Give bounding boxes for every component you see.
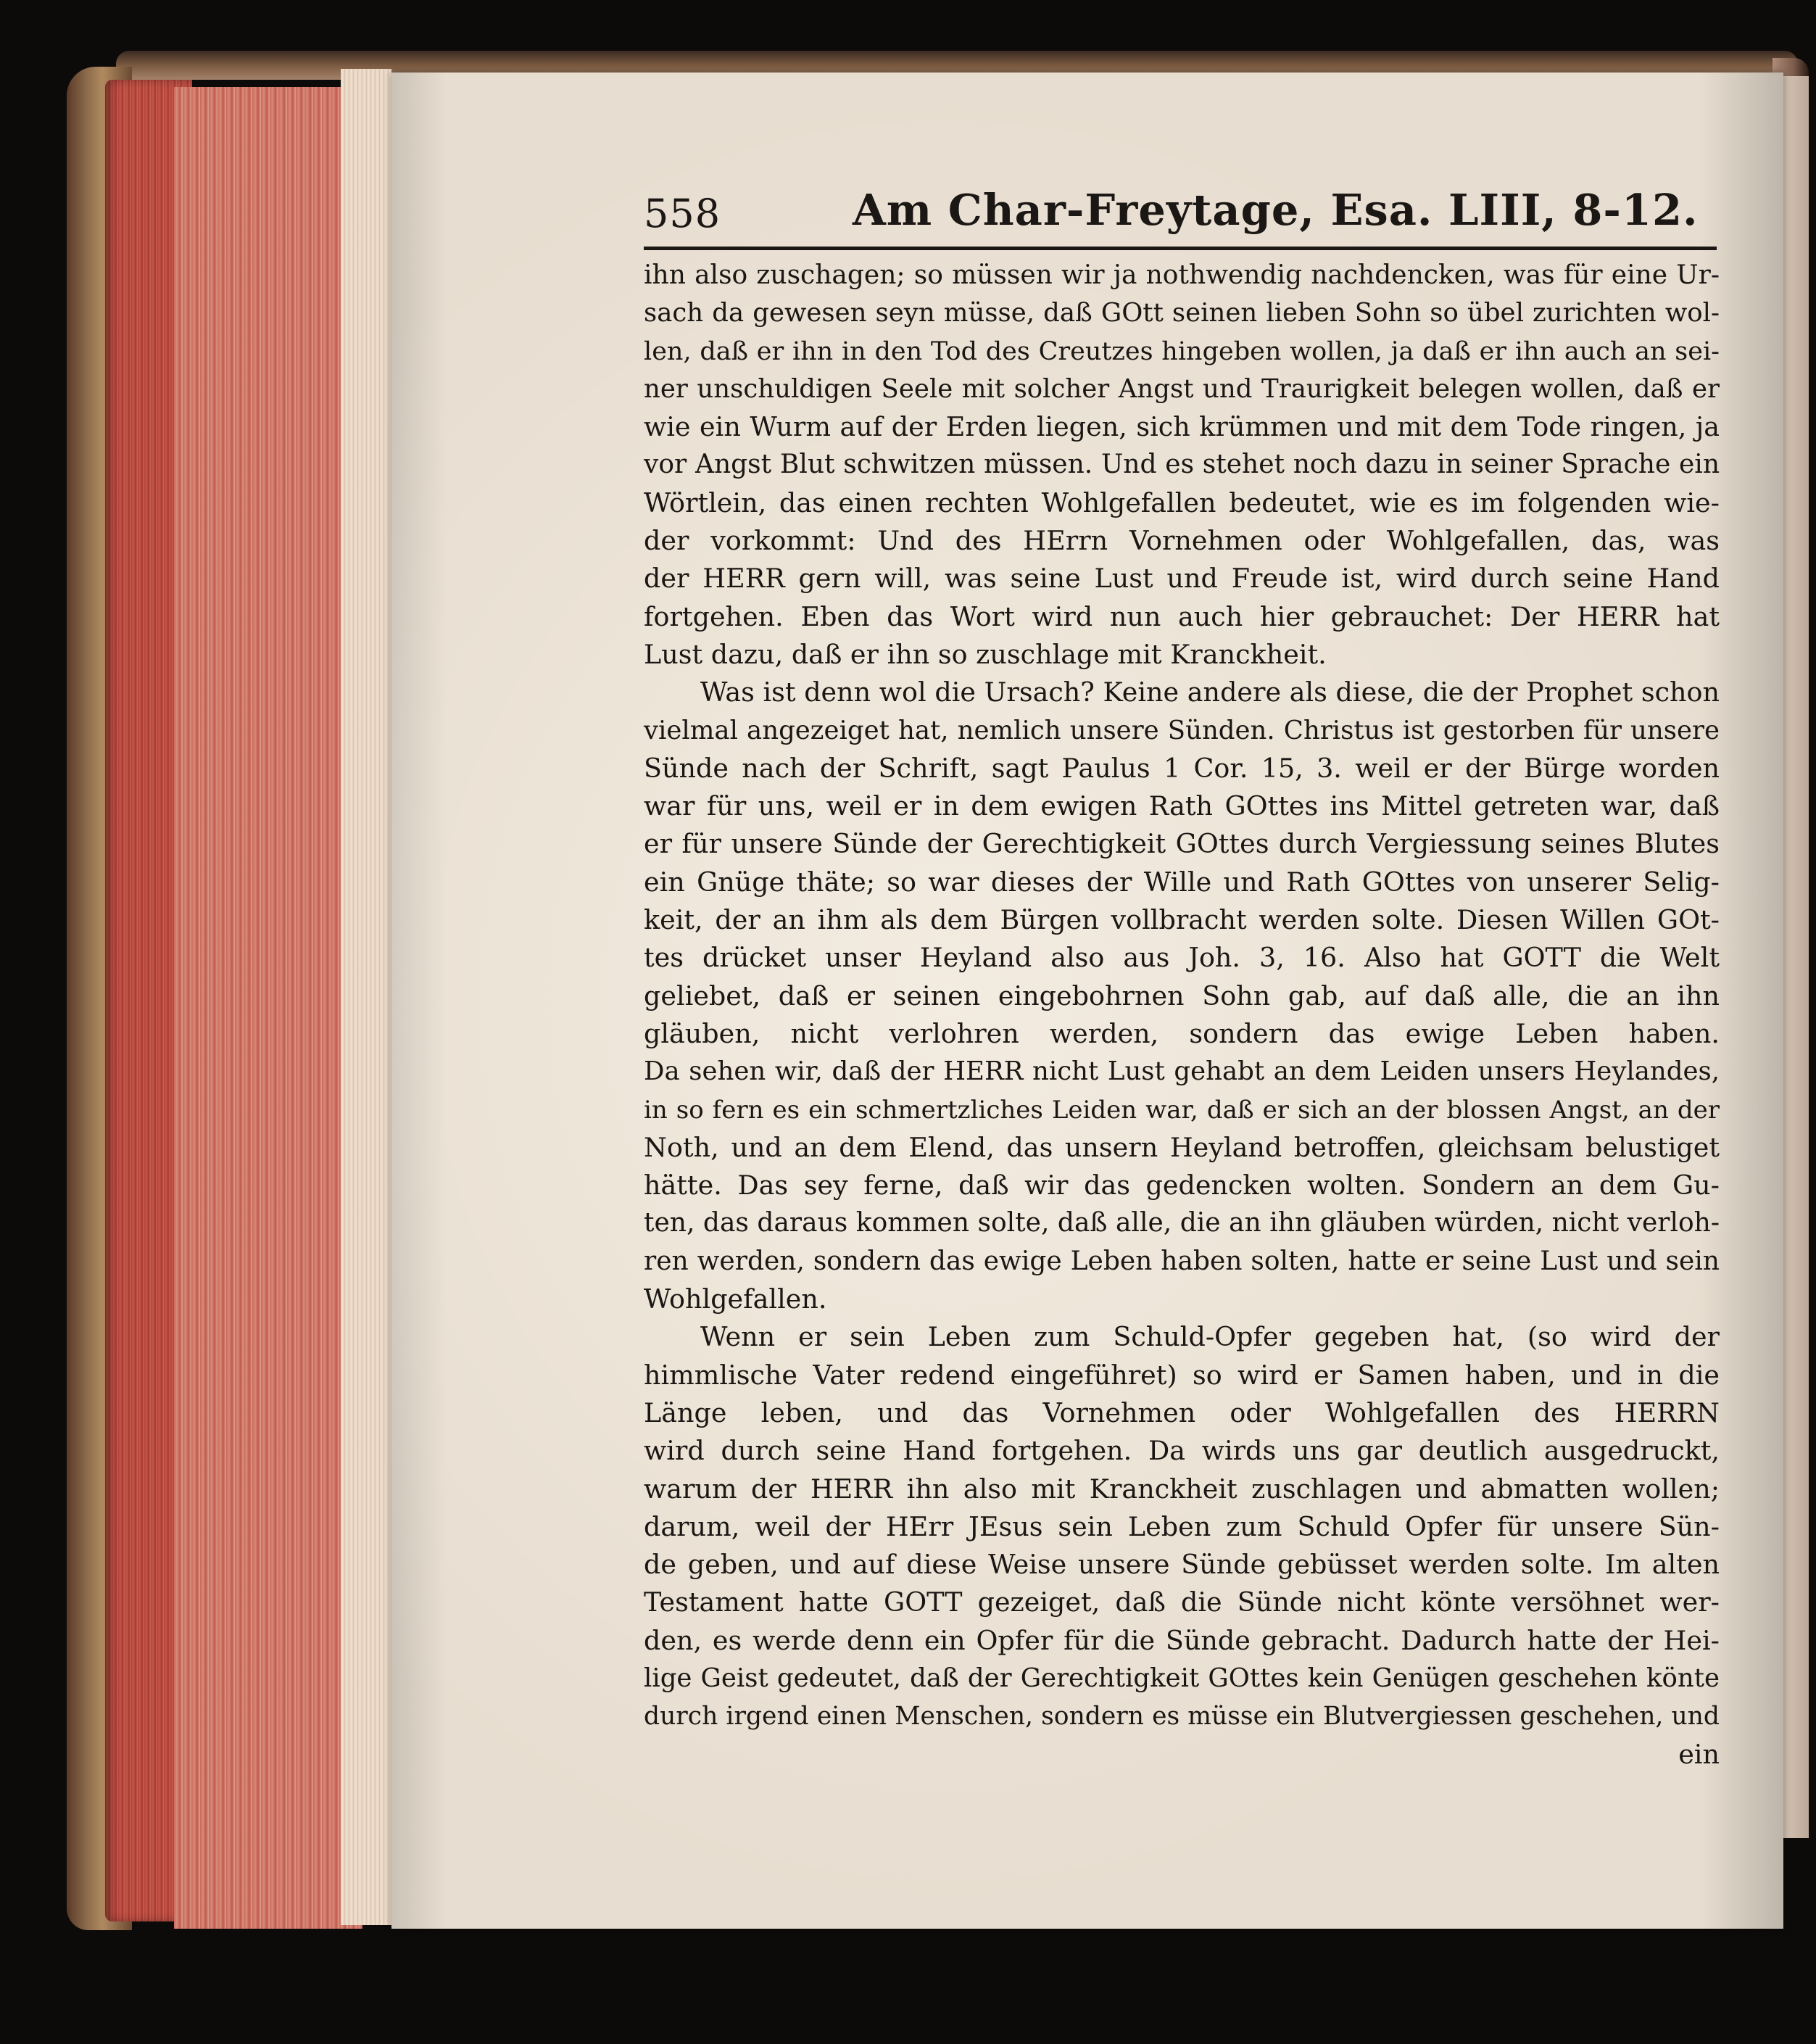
text-line: der vorkommt: Und des HErrn Vornehmen oder Wohlgefallen, das, was bbox=[644, 525, 1720, 557]
text-line: er für unsere Sünde der Gerechtigkeit GOttes durch Vergiessung seines Blutes bbox=[644, 828, 1720, 860]
text-line: himmlische Vater redend eingeführet) so wird er Samen haben, und in die bbox=[644, 1359, 1720, 1391]
text-line: tes drücket unser Heyland also aus Joh. 3, 16. Also hat GOTT die Welt bbox=[644, 942, 1720, 974]
text-line: sach da gewesen seyn müsse, daß GOtt seinen lieben Sohn so übel zurichten wol- bbox=[644, 298, 1720, 328]
text-line: de geben, und auf diese Weise unsere Sünde gebüsset werden solte. Im alten bbox=[644, 1549, 1720, 1581]
text-line: Da sehen wir, daß der HERR nicht Lust gehabt an dem Leiden unsers Heylandes, bbox=[644, 1056, 1720, 1087]
text-line: len, daß er ihn in den Tod des Creutzes hingeben wollen, ja daß er ihn auch an sei- bbox=[644, 336, 1720, 366]
text-line: Was ist denn wol die Ursach? Keine andere als diese, die der Prophet schon bbox=[700, 676, 1720, 708]
text-line: durch irgend einen Menschen, sondern es müsse ein Blutvergiessen geschehen, und bbox=[644, 1702, 1720, 1731]
text-line: war für uns, weil er in dem ewigen Rath GOttes ins Mittel getreten war, daß bbox=[644, 790, 1720, 822]
text-line: wird durch seine Hand fortgehen. Da wirds uns gar deutlich ausgedruckt, bbox=[644, 1435, 1720, 1467]
text-line: fortgehen. Eben das Wort wird nun auch hier gebrauchet: Der HERR hat bbox=[644, 600, 1720, 632]
page-edges-red-inner bbox=[174, 87, 362, 1929]
text-line: ihn also zuschagen; so müssen wir ja nothwendig nachdencken, was für eine Ur- bbox=[644, 260, 1720, 290]
text-line: gläuben, nicht verlohren werden, sondern das ewige Leben haben. bbox=[644, 1017, 1720, 1049]
text-line: darum, weil der HErr JEsus sein Leben zum Schuld Opfer für unsere Sün- bbox=[644, 1510, 1720, 1542]
page-number: 558 bbox=[644, 191, 721, 236]
text-line: Noth, und an dem Elend, das unsern Heyland betroffen, gleichsam belustiget bbox=[644, 1131, 1720, 1163]
text-line: warum der HERR ihn also mit Kranckheit zuschlagen und abmatten wollen; bbox=[644, 1473, 1720, 1505]
page-right-edge bbox=[1780, 76, 1809, 1838]
text-line: in so fern es ein schmertzliches Leiden war, daß er sich an der blossen Angst, an der bbox=[644, 1095, 1720, 1125]
text-line: wie ein Wurm auf der Erden liegen, sich krümmen und mit dem Tode ringen, ja bbox=[644, 411, 1720, 443]
text-line: den, es werde denn ein Opfer für die Sünde gebracht. Dadurch hatte der Hei- bbox=[644, 1624, 1720, 1656]
text-line: Wörtlein, das einen rechten Wohlgefallen bedeutet, wie es im folgenden wie- bbox=[644, 487, 1720, 518]
text-line: der HERR gern will, was seine Lust und Freude ist, wird durch seine Hand bbox=[644, 563, 1720, 595]
text-line: ein Gnüge thäte; so war dieses der Wille und Rath GOttes von unserer Selig- bbox=[644, 866, 1720, 898]
text-line: vor Angst Blut schwitzen müssen. Und es stehet noch dazu in seiner Sprache ein bbox=[644, 450, 1720, 480]
text-line: ren werden, sondern das ewige Leben haben solten, hatte er seine Lust und sein bbox=[644, 1246, 1720, 1276]
text-line: geliebet, daß er seinen eingebohrnen Sohn gab, auf daß alle, die an ihn bbox=[644, 980, 1720, 1011]
body-text bbox=[644, 257, 1720, 1774]
text-line: hätte. Das sey ferne, daß wir das gedencken wolten. Sondern an dem Gu- bbox=[644, 1170, 1720, 1201]
text-line: Lust dazu, daß er ihn so zuschlage mit Kranckheit. bbox=[644, 638, 1327, 670]
text-line: Wenn er sein Leben zum Schuld-Opfer gegeben hat, (so wird der bbox=[700, 1321, 1720, 1353]
text-line: keit, der an ihm als dem Bürgen vollbracht werden solte. Diesen Willen GOt- bbox=[644, 904, 1720, 936]
text-line: Wohlgefallen. bbox=[644, 1283, 827, 1315]
page-edges-cream bbox=[341, 69, 391, 1925]
catchword: ein bbox=[1678, 1738, 1720, 1770]
page-header bbox=[644, 185, 1718, 241]
text-line: Sünde nach der Schrift, sagt Paulus 1 Cor. 15, 3. weil er der Bürge worden bbox=[644, 752, 1720, 784]
text-line: Länge leben, und das Vornehmen oder Wohlgefallen des HERRN bbox=[644, 1397, 1720, 1428]
text-line: ten, das daraus kommen solte, daß alle, die an ihn gläuben würden, nicht verloh- bbox=[644, 1208, 1720, 1238]
header-rule bbox=[644, 247, 1717, 250]
running-head: Am Char-Freytage, Esa. LIII, 8-12. bbox=[853, 185, 1699, 235]
text-line: lige Geist gedeutet, daß der Gerechtigkeit GOttes kein Genügen geschehen könte bbox=[644, 1663, 1720, 1693]
text-line: Testament hatte GOTT gezeiget, daß die Sünde nicht könte versöhnet wer- bbox=[644, 1586, 1720, 1618]
text-line: vielmal angezeiget hat, nemlich unsere Sünden. Christus ist gestorben für unsere bbox=[644, 715, 1720, 745]
text-line: ner unschuldigen Seele mit solcher Angst und Traurigkeit belegen wollen, daß er bbox=[644, 373, 1720, 404]
